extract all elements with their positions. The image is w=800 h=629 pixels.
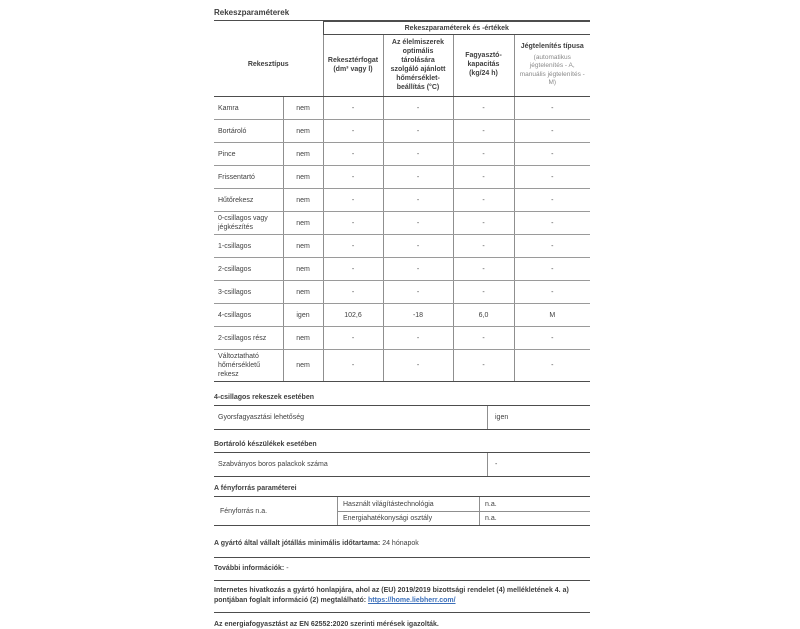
table-row: 4-csillagos igen 102,6 -18 6,0 M [214, 304, 590, 327]
defrost-note: (automatikus jégtelenítés - A, manuális jégtelenítés - M) [519, 53, 585, 86]
fast-freeze-label: Gyorsfagyasztási lehetőség [218, 414, 304, 421]
col-header-type: Rekesztípus [214, 35, 323, 97]
table-row: Pince nem - - - - [214, 143, 590, 166]
section-title-four-star: 4-csillagos rekeszek esetében [214, 393, 590, 406]
col-header-volume: Rekesztérfogat (dm³ vagy l) [323, 35, 383, 97]
table-band-row [214, 22, 590, 35]
more-info-paragraph [214, 558, 590, 581]
defrost-title: Jégtelenítés típusa [520, 42, 584, 50]
four-star-row [214, 406, 590, 430]
internet-reference-text: Internetes hivatkozás a gyártó honlapjára, ahol az (EU) 2019/2019 bizottsági rendelet (4) mellékletének 4. a) pontjában foglalt információ (2) megtalálható: [214, 587, 569, 604]
energy-class-label: Energiahatékonysági osztály [343, 515, 433, 522]
table-row: 0-csillagos vagy jégkészítés nem - - - - [214, 212, 590, 235]
table-row: Frissentartó nem - - - - [214, 166, 590, 189]
col-header-defrost-type [514, 35, 590, 97]
table-row: Változtatható hőmérsékletű rekesz nem - - - - [214, 350, 590, 382]
wine-row [214, 453, 590, 477]
table-row: 1-csillagos nem - - - - [214, 235, 590, 258]
wine-bottles-label: Szabványos boros palackok száma [218, 461, 328, 468]
table-row: Bortároló nem - - - - [214, 120, 590, 143]
warranty-label: A gyártó által vállalt jótállás minimális időtartama: [214, 540, 381, 547]
table-row: 2-csillagos nem - - - - [214, 258, 590, 281]
light-source-row [338, 511, 590, 525]
compartment-table [214, 21, 590, 382]
more-info-value: - [284, 565, 289, 572]
compartment-rows [214, 97, 590, 382]
more-info-label: További információk: [214, 565, 285, 572]
warranty-value: 24 hónapok [380, 540, 419, 547]
table-band-title: Rekeszparaméterek és -értékek [323, 22, 590, 35]
light-tech-value: n.a. [479, 497, 590, 511]
section-title-light-source: A fényforrás paraméterei [214, 484, 590, 497]
wine-bottles-value: - [487, 453, 590, 476]
table-row: Hűtőrekesz nem - - - - [214, 189, 590, 212]
warranty-paragraph [214, 526, 590, 558]
manufacturer-website-link[interactable]: https://home.liebherr.com/ [368, 597, 456, 604]
energy-class-value: n.a. [479, 512, 590, 525]
datasheet-page [214, 8, 590, 629]
light-source-table [214, 497, 590, 526]
page-title: Rekeszparaméterek [214, 8, 590, 21]
energy-measurement-note: Az energiafogyasztást az EN 62552:2020 szerinti mérések igazolták. [214, 621, 439, 628]
table-row: 3-csillagos nem - - - - [214, 281, 590, 304]
light-source-label: Fényforrás n.a. [214, 497, 338, 525]
fast-freeze-value: igen [487, 406, 590, 429]
internet-reference-paragraph [214, 581, 590, 613]
table-row: 2-csillagos rész nem - - - - [214, 327, 590, 350]
light-source-row [338, 497, 590, 511]
table-row: Kamra nem - - - - [214, 97, 590, 120]
table-header-row [214, 35, 590, 97]
light-tech-label: Használt világítástechnológia [343, 500, 434, 508]
section-title-wine: Bortároló készülékek esetében [214, 440, 590, 453]
col-header-temperature: Az élelmiszerek optimális tárolására szolgáló ajánlott hőmérséklet-beállítás (°C) [383, 35, 453, 97]
col-header-freezing-capacity: Fagyasztó-kapacitás (kg/24 h) [453, 35, 514, 97]
